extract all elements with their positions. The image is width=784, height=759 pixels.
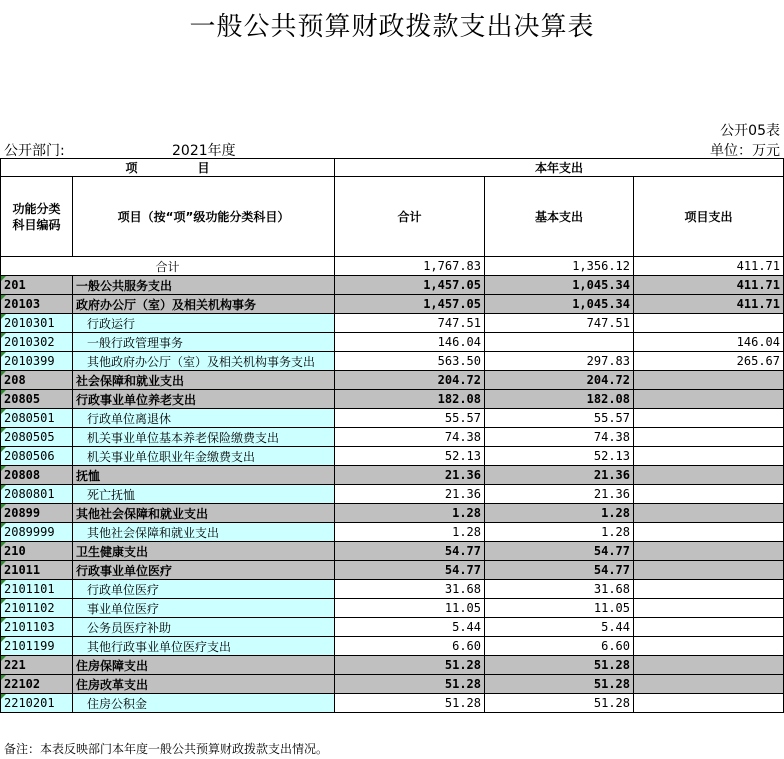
row-basic: 182.08 bbox=[485, 390, 634, 409]
row-name: 住房保障支出 bbox=[73, 656, 335, 675]
row-project bbox=[634, 485, 784, 504]
row-total: 55.57 bbox=[335, 409, 485, 428]
header-project: 项目支出 bbox=[634, 177, 784, 257]
row-code: 20805 bbox=[1, 390, 73, 409]
row-project bbox=[634, 618, 784, 637]
table-row bbox=[1, 390, 784, 409]
row-total: 182.08 bbox=[335, 390, 485, 409]
row-basic: 21.36 bbox=[485, 466, 634, 485]
row-name: 住房改革支出 bbox=[73, 675, 335, 694]
row-project bbox=[634, 314, 784, 333]
row-name: 抚恤 bbox=[73, 466, 335, 485]
row-name: 其他社会保障和就业支出 bbox=[73, 523, 335, 542]
row-total: 1.28 bbox=[335, 504, 485, 523]
row-code: 2101101 bbox=[1, 580, 73, 599]
unit-label: 单位：万元 bbox=[710, 143, 780, 159]
header-item: 项 目 bbox=[1, 159, 335, 177]
row-name: 行政运行 bbox=[73, 314, 335, 333]
row-total: 31.68 bbox=[335, 580, 485, 599]
table-row bbox=[1, 618, 784, 637]
row-total: 146.04 bbox=[335, 333, 485, 352]
row-name: 政府办公厅（室）及相关机构事务 bbox=[73, 295, 335, 314]
row-basic: 747.51 bbox=[485, 314, 634, 333]
row-basic: 297.83 bbox=[485, 352, 634, 371]
row-total: 51.28 bbox=[335, 675, 485, 694]
row-basic: 52.13 bbox=[485, 447, 634, 466]
table-row bbox=[1, 371, 784, 390]
footnote: 备注：本表反映部门本年度一般公共预算财政拨款支出情况。 bbox=[4, 742, 329, 756]
row-code: 2210201 bbox=[1, 694, 73, 713]
row-total: 51.28 bbox=[335, 694, 485, 713]
row-name: 机关事业单位职业年金缴费支出 bbox=[73, 447, 335, 466]
form-number: 公开05表 bbox=[720, 123, 780, 139]
row-code: 21011 bbox=[1, 561, 73, 580]
table-row bbox=[1, 409, 784, 428]
row-name: 其他政府办公厅（室）及相关机构事务支出 bbox=[73, 352, 335, 371]
row-project bbox=[634, 656, 784, 675]
total-project: 411.71 bbox=[634, 257, 784, 276]
header-current-year: 本年支出 bbox=[335, 159, 784, 177]
table-row bbox=[1, 694, 784, 713]
table-row bbox=[1, 656, 784, 675]
row-total: 747.51 bbox=[335, 314, 485, 333]
total-basic: 1,356.12 bbox=[485, 257, 634, 276]
table-row bbox=[1, 447, 784, 466]
row-code: 221 bbox=[1, 656, 73, 675]
row-code: 208 bbox=[1, 371, 73, 390]
row-basic: 1.28 bbox=[485, 523, 634, 542]
row-basic: 54.77 bbox=[485, 542, 634, 561]
row-name: 一般行政管理事务 bbox=[73, 333, 335, 352]
table-row bbox=[1, 675, 784, 694]
row-code: 20899 bbox=[1, 504, 73, 523]
row-basic: 1,045.34 bbox=[485, 276, 634, 295]
row-total: 1.28 bbox=[335, 523, 485, 542]
table-row bbox=[1, 599, 784, 618]
row-basic: 1,045.34 bbox=[485, 295, 634, 314]
total-label: 合计 bbox=[1, 257, 335, 276]
row-basic: 21.36 bbox=[485, 485, 634, 504]
table-row bbox=[1, 580, 784, 599]
header-total: 合计 bbox=[335, 177, 485, 257]
row-project bbox=[634, 390, 784, 409]
table-row bbox=[1, 314, 784, 333]
row-total: 563.50 bbox=[335, 352, 485, 371]
row-name: 住房公积金 bbox=[73, 694, 335, 713]
table-row bbox=[1, 352, 784, 371]
expenditure-table bbox=[0, 158, 784, 713]
row-total: 1,457.05 bbox=[335, 295, 485, 314]
row-name: 社会保障和就业支出 bbox=[73, 371, 335, 390]
row-project: 411.71 bbox=[634, 295, 784, 314]
row-project bbox=[634, 637, 784, 656]
row-project bbox=[634, 371, 784, 390]
row-total: 6.60 bbox=[335, 637, 485, 656]
row-project bbox=[634, 675, 784, 694]
row-code: 201 bbox=[1, 276, 73, 295]
row-name: 死亡抚恤 bbox=[73, 485, 335, 504]
row-basic: 11.05 bbox=[485, 599, 634, 618]
table-row bbox=[1, 542, 784, 561]
row-project: 146.04 bbox=[634, 333, 784, 352]
row-basic: 204.72 bbox=[485, 371, 634, 390]
row-project bbox=[634, 504, 784, 523]
row-basic: 54.77 bbox=[485, 561, 634, 580]
row-total: 51.28 bbox=[335, 656, 485, 675]
row-basic: 51.28 bbox=[485, 675, 634, 694]
row-basic: 31.68 bbox=[485, 580, 634, 599]
table-row bbox=[1, 428, 784, 447]
total-total: 1,767.83 bbox=[335, 257, 485, 276]
row-basic: 74.38 bbox=[485, 428, 634, 447]
row-project bbox=[634, 466, 784, 485]
row-name: 其他社会保障和就业支出 bbox=[73, 504, 335, 523]
row-total: 52.13 bbox=[335, 447, 485, 466]
row-code: 2010302 bbox=[1, 333, 73, 352]
row-name: 行政事业单位医疗 bbox=[73, 561, 335, 580]
row-code: 2101103 bbox=[1, 618, 73, 637]
table-row bbox=[1, 523, 784, 542]
table-row bbox=[1, 504, 784, 523]
header-basic: 基本支出 bbox=[485, 177, 634, 257]
row-code: 2010399 bbox=[1, 352, 73, 371]
row-basic: 51.28 bbox=[485, 694, 634, 713]
row-total: 21.36 bbox=[335, 466, 485, 485]
table-row bbox=[1, 637, 784, 656]
row-project: 411.71 bbox=[634, 276, 784, 295]
row-code: 2101199 bbox=[1, 637, 73, 656]
row-code: 2101102 bbox=[1, 599, 73, 618]
row-basic: 1.28 bbox=[485, 504, 634, 523]
row-project bbox=[634, 447, 784, 466]
row-code: 2080801 bbox=[1, 485, 73, 504]
row-total: 54.77 bbox=[335, 561, 485, 580]
table-row bbox=[1, 295, 784, 314]
row-name: 公务员医疗补助 bbox=[73, 618, 335, 637]
header-code: 功能分类科目编码 bbox=[1, 177, 73, 257]
table-row bbox=[1, 276, 784, 295]
row-total: 54.77 bbox=[335, 542, 485, 561]
table-row bbox=[1, 333, 784, 352]
row-code: 2010301 bbox=[1, 314, 73, 333]
row-name: 行政事业单位养老支出 bbox=[73, 390, 335, 409]
row-basic: 55.57 bbox=[485, 409, 634, 428]
table-row bbox=[1, 561, 784, 580]
page-title: 一般公共预算财政拨款支出决算表 bbox=[189, 12, 595, 42]
row-project bbox=[634, 428, 784, 447]
row-total: 1,457.05 bbox=[335, 276, 485, 295]
row-total: 5.44 bbox=[335, 618, 485, 637]
row-basic: 5.44 bbox=[485, 618, 634, 637]
row-code: 2080506 bbox=[1, 447, 73, 466]
row-total: 204.72 bbox=[335, 371, 485, 390]
row-name: 卫生健康支出 bbox=[73, 542, 335, 561]
row-code: 20808 bbox=[1, 466, 73, 485]
row-project bbox=[634, 561, 784, 580]
row-name: 事业单位医疗 bbox=[73, 599, 335, 618]
row-name: 行政单位离退休 bbox=[73, 409, 335, 428]
table-row bbox=[1, 466, 784, 485]
row-project: 265.67 bbox=[634, 352, 784, 371]
row-project bbox=[634, 580, 784, 599]
row-basic: 51.28 bbox=[485, 656, 634, 675]
row-project bbox=[634, 409, 784, 428]
row-code: 22102 bbox=[1, 675, 73, 694]
row-code: 2080501 bbox=[1, 409, 73, 428]
row-code: 2080505 bbox=[1, 428, 73, 447]
row-total: 11.05 bbox=[335, 599, 485, 618]
row-project bbox=[634, 523, 784, 542]
header-item-name: 项目（按“项”级功能分类科目） bbox=[73, 177, 335, 257]
row-project bbox=[634, 694, 784, 713]
row-code: 20103 bbox=[1, 295, 73, 314]
row-total: 21.36 bbox=[335, 485, 485, 504]
department-label: 公开部门: bbox=[4, 143, 65, 159]
row-total: 74.38 bbox=[335, 428, 485, 447]
row-project bbox=[634, 542, 784, 561]
row-name: 一般公共服务支出 bbox=[73, 276, 335, 295]
row-basic bbox=[485, 333, 634, 352]
table-row bbox=[1, 485, 784, 504]
total-row bbox=[1, 257, 784, 276]
row-name: 其他行政事业单位医疗支出 bbox=[73, 637, 335, 656]
row-project bbox=[634, 599, 784, 618]
row-basic: 6.60 bbox=[485, 637, 634, 656]
row-name: 行政单位医疗 bbox=[73, 580, 335, 599]
row-name: 机关事业单位基本养老保险缴费支出 bbox=[73, 428, 335, 447]
fiscal-year: 2021年度 bbox=[172, 143, 236, 159]
row-code: 210 bbox=[1, 542, 73, 561]
row-code: 2089999 bbox=[1, 523, 73, 542]
